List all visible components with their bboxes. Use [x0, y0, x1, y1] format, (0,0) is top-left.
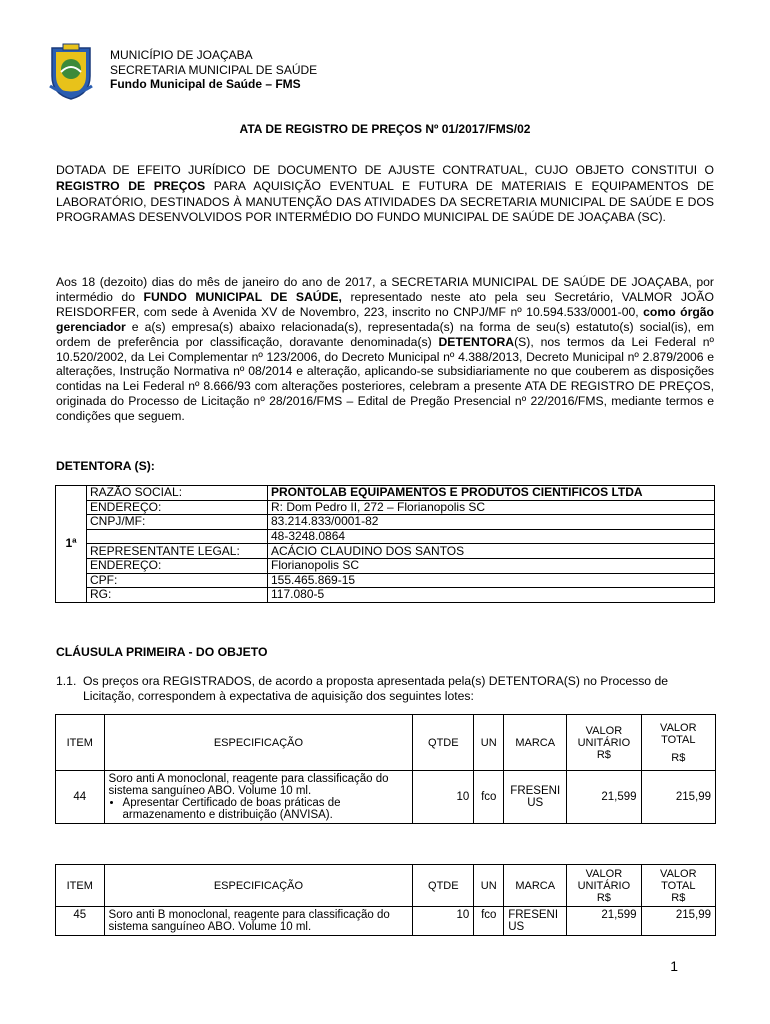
detentora-value: 117.080-5 [268, 588, 715, 603]
cell-valor-unitario: 21,599 [567, 907, 641, 936]
header-item: ITEM [56, 865, 105, 907]
detentora-value: R: Dom Pedro II, 272 – Florianopolis SC [268, 500, 715, 515]
letterhead [110, 48, 317, 92]
municipal-coat-of-arms-logo [48, 42, 94, 100]
header-valor-unitario [567, 865, 641, 907]
table-row [56, 486, 715, 501]
header-marca: MARCA [504, 715, 567, 771]
cell-marca: FRESENIUS [504, 907, 567, 936]
cell-un: fco [474, 907, 504, 936]
cell-qtde: 10 [413, 907, 474, 936]
header-qtde: QTDE [413, 865, 474, 907]
header-unitario-line: UNITÁRIO [577, 736, 631, 749]
detentora-label: ENDEREÇO: [87, 558, 268, 573]
detentora-value: 48-3248.0864 [268, 529, 715, 544]
header-total-line: TOTAL [661, 879, 696, 892]
header-valor-line: VALOR [660, 721, 697, 734]
detentora-value: 83.214.833/0001-82 [268, 515, 715, 530]
header-total-line: TOTAL [661, 733, 696, 746]
header-un: UN [474, 865, 504, 907]
table-row [56, 573, 715, 588]
table-row [56, 771, 716, 824]
detentora-label: REPRESENTANTE LEGAL: [87, 544, 268, 559]
cell-valor-total: 215,99 [641, 907, 715, 936]
cell-spec [104, 771, 413, 824]
page-number: 1 [670, 958, 678, 974]
detentora-table [55, 485, 715, 603]
table-row [56, 529, 715, 544]
header-item: ITEM [56, 715, 105, 771]
header-unitario-line: UNITÁRIO [577, 879, 631, 892]
header-currency-line: R$ [596, 891, 611, 904]
clause-item-1-1 [56, 674, 714, 704]
lot-table-44 [55, 714, 716, 824]
detentora-label [87, 529, 268, 544]
detentora-value: 155.465.869-15 [268, 573, 715, 588]
detentora-label: RG: [87, 588, 268, 603]
cell-marca: FRESENIUS [504, 771, 567, 824]
detentora-label: RAZÃO SOCIAL: [87, 486, 268, 501]
cell-item: 45 [56, 907, 105, 936]
header-valor-unitario [567, 715, 641, 771]
header-currency-line: R$ [671, 751, 686, 764]
table-row [56, 500, 715, 515]
header-valor-line: VALOR [585, 724, 623, 737]
clause-item-number: 1.1. [56, 674, 77, 688]
header-valor-total [641, 865, 715, 907]
lot-table-45 [55, 864, 716, 936]
table-row [56, 515, 715, 530]
document-title: ATA DE REGISTRO DE PREÇOS Nº 01/2017/FMS/02 [239, 122, 531, 136]
detentora-company-name: PRONTOLAB EQUIPAMENTOS E PRODUTOS CIENTIFICOS LTDA [268, 486, 715, 501]
detentora-value: ACÁCIO CLAUDINO DOS SANTOS [268, 544, 715, 559]
cell-valor-unitario: 21,599 [567, 771, 641, 824]
table-row [56, 558, 715, 573]
cell-qtde: 10 [413, 771, 474, 824]
header-spec: ESPECIFICAÇÃO [104, 865, 413, 907]
detentora-label: CNPJ/MF: [87, 515, 268, 530]
letterhead-secretariat: SECRETARIA MUNICIPAL DE SAÚDE [110, 62, 318, 77]
intro-paragraph: Aos 18 (dezoito) dias do mês de janeiro do ano de 2017, a SECRETARIA MUNICIPAL DE SAÚDE DE JOAÇABA, por intermédio do FUNDO MUNICIPAL DE SAÚDE, representado neste ato pela seu Secretário, VALMOR JOÃO REISDORFER, com sede à Avenida XV de Novembro, 223, inscrito no CNPJ/MF nº 10.594.533/0001-00, como órgão gerenciador e a(s) empresa(s) abaixo relacionada(s), representada(s) na forma de seu(s) estatuto(s) social(is), em ordem de preferência por classificação, doravante denominada(s) DETENTORA(S), nos termos da Lei Federal nº 10.520/2002, da Lei Complementar nº 123/2006, do Decreto Municipal nº 4.388/2013, Decreto Municipal nº 2.879/2006 e alterações, Instrução Normativa nº 08/2014 e alteração, aplicando-se subsidiariamente no que couberem as disposições contidas na Lei Federal nº 8.666/93 com alterações posteriores, celebram a presente ATA DE REGISTRO DE PREÇOS, originada do Processo de Licitação nº 28/2016/FMS – Edital de Pregão Presencial nº 22/2016/FMS, mediante termos e condições que seguem. [56, 275, 715, 424]
header-un: UN [474, 715, 504, 771]
clause-item-text: Os preços ora REGISTRADOS, de acordo a proposta apresentada pela(s) DETENTORA(S) no Processo de Licitação, correspondem à expectativa de aquisição dos seguintes lotes: [83, 674, 669, 703]
table-header-row [56, 715, 716, 771]
header-marca: MARCA [504, 865, 567, 907]
cell-spec: Soro anti B monoclonal, reagente para classificação do sistema sanguíneo ABO. Volume 10 ml. [104, 907, 413, 936]
header-currency-line: R$ [596, 748, 611, 761]
cell-valor-total: 215,99 [641, 771, 715, 824]
table-row [56, 907, 716, 936]
table-row [56, 544, 715, 559]
cell-item: 44 [56, 771, 105, 824]
letterhead-fund: Fundo Municipal de Saúde – FMS [110, 77, 301, 91]
detentora-label: CPF: [87, 573, 268, 588]
clausula-primeira-heading: CLÁUSULA PRIMEIRA - DO OBJETO [56, 645, 268, 659]
table-row [56, 588, 715, 603]
header-valor-line: VALOR [585, 867, 623, 880]
table-header-row [56, 865, 716, 907]
detentora-label: ENDEREÇO: [87, 500, 268, 515]
spec-bullet: • Apresentar Certificado de boas práticas de armazenamento e distribuição (ANVISA). [123, 797, 409, 821]
detentora-value: Florianopolis SC [268, 558, 715, 573]
detentora-number: 1ª [56, 486, 87, 603]
header-currency-line: R$ [671, 891, 686, 904]
header-qtde: QTDE [413, 715, 474, 771]
letterhead-municipality: MUNICÍPIO DE JOAÇABA [110, 48, 253, 62]
cell-un: fco [474, 771, 504, 824]
header-spec: ESPECIFICAÇÃO [104, 715, 413, 771]
spec-text: Soro anti A monoclonal, reagente para classificação do sistema sanguíneo ABO. Volume 10 ml. [108, 773, 389, 797]
header-valor-line: VALOR [660, 867, 697, 880]
header-valor-total [641, 715, 715, 771]
preamble-paragraph: DOTADA DE EFEITO JURÍDICO DE DOCUMENTO DE AJUSTE CONTRATUAL, CUJO OBJETO CONSTITUI O REGISTRO DE PREÇOS PARA AQUISIÇÃO EVENTUAL E FUTURA DE MATERIAIS E EQUIPAMENTOS DE LABORATÓRIO, DESTINADOS À MANUTENÇÃO DAS ATIVIDADES DA SECRETARIA MUNICIPAL DE SAÚDE E DOS PROGRAMAS DESENVOLVIDOS POR INTERMÉDIO DO FUNDO MUNICIPAL DE SAÚDE DE JOAÇABA (SC). [56, 163, 714, 225]
detentora-heading: DETENTORA (S): [56, 459, 155, 473]
